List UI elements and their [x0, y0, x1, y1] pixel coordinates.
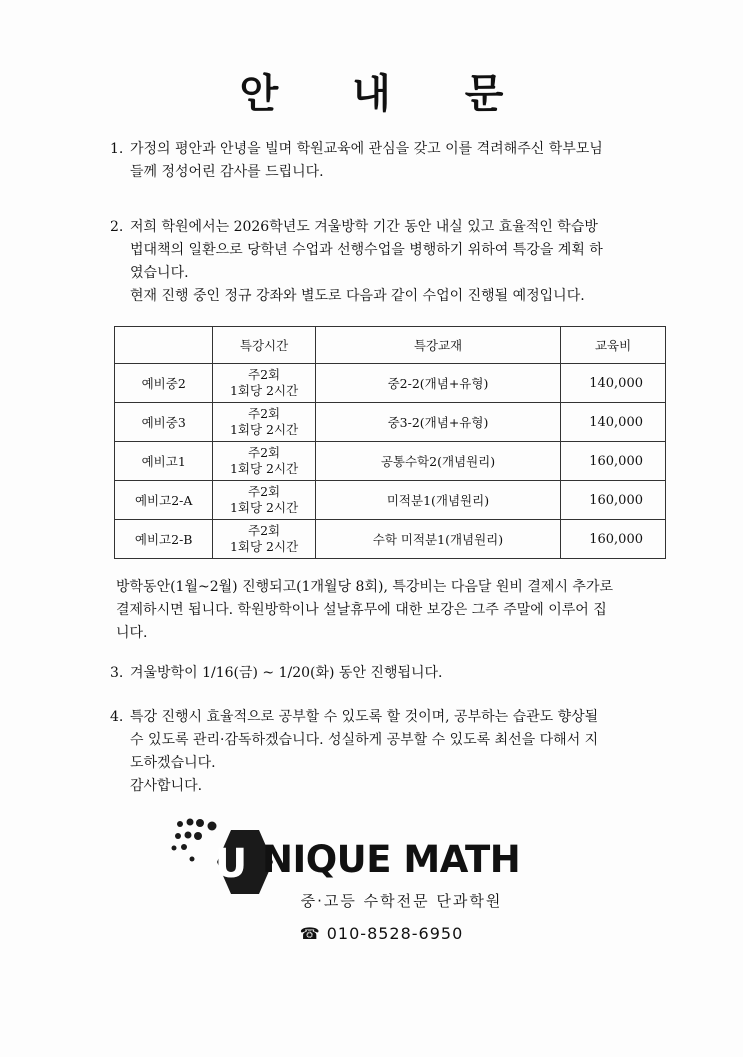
schedule-note	[116, 576, 656, 645]
academy-subtitle: 중·고등 수학전문 단과학원	[300, 892, 503, 910]
section-number: 2.	[110, 219, 124, 235]
grade-cell: 예비고1	[115, 442, 213, 481]
section-2-line: 저희 학원에서는 2026학년도 겨울방학 기간 동안 내실 있고 효율적인 학습방	[130, 219, 598, 235]
time-cell	[213, 442, 315, 481]
fee-cell: 160,000	[561, 481, 666, 520]
book-cell: 미적분1(개념원리)	[315, 481, 560, 520]
table-header-cell: 특강시간	[213, 327, 315, 364]
section-4-line: 수 있도록 관리·감독하겠습니다. 성실하게 공부할 수 있도록 최선을 다해서 지	[130, 732, 599, 748]
note-line: 니다.	[116, 625, 148, 641]
time-cell	[213, 364, 315, 403]
table-row	[115, 442, 666, 481]
time-duration: 1회당 2시간	[229, 461, 299, 476]
time-cell	[213, 520, 315, 559]
section-4	[110, 706, 670, 798]
note-line: 방학동안(1월~2월) 진행되고(1개월당 8회), 특강비는 다음달 원비 결제시 추가로	[116, 579, 614, 595]
fee-cell: 160,000	[561, 442, 666, 481]
grade-cell: 예비중3	[115, 403, 213, 442]
book-cell: 수학 미적분1(개념원리)	[315, 520, 560, 559]
time-frequency: 주2회	[248, 406, 281, 421]
section-2-line: 현재 진행 중인 정규 강좌와 별도로 다음과 같이 수업이 진행될 예정입니다.	[130, 288, 585, 304]
grade-cell: 예비고2-B	[115, 520, 213, 559]
section-1-line: 가정의 평안과 안녕을 빌며 학원교육에 관심을 갖고 이를 격려해주신 학부모님	[130, 141, 603, 157]
time-duration: 1회당 2시간	[229, 539, 299, 554]
time-duration: 1회당 2시간	[229, 422, 299, 437]
section-3-line: 겨울방학이 1/16(금) ~ 1/20(화) 동안 진행됩니다.	[130, 665, 443, 681]
book-cell: 공통수학2(개념원리)	[315, 442, 560, 481]
time-frequency: 주2회	[248, 445, 281, 460]
time-duration: 1회당 2시간	[229, 383, 299, 398]
table-row	[115, 520, 666, 559]
table-header-cell: 교육비	[561, 327, 666, 364]
section-3	[110, 662, 670, 685]
table-row	[115, 364, 666, 403]
phone-line	[0, 924, 743, 943]
book-cell: 중2-2(개념+유형)	[315, 364, 560, 403]
time-duration: 1회당 2시간	[229, 500, 299, 515]
section-4-line: 특강 진행시 효율적으로 공부할 수 있도록 할 것이며, 공부하는 습관도 향상될	[130, 709, 599, 725]
fee-cell: 140,000	[561, 403, 666, 442]
grade-cell: 예비고2-A	[115, 481, 213, 520]
section-2-line: 법대책의 일환으로 당학년 수업과 선행수업을 병행하기 위하여 특강을 계획 하	[130, 242, 603, 258]
time-cell	[213, 481, 315, 520]
grade-cell: 예비중2	[115, 364, 213, 403]
note-line: 결제하시면 됩니다. 학원방학이나 설날휴무에 대한 보강은 그주 주말에 이루어 집	[116, 602, 607, 618]
phone-number: 010-8528-6950	[326, 924, 464, 943]
book-cell: 중3-2(개념+유형)	[315, 403, 560, 442]
table-header-cell: 특강교재	[315, 327, 560, 364]
section-2	[110, 216, 670, 308]
logo-u-letter: U	[214, 841, 248, 887]
section-number: 3.	[110, 665, 124, 681]
page-title: 안 내 문	[239, 70, 534, 117]
fee-cell: 160,000	[561, 520, 666, 559]
table-row	[115, 481, 666, 520]
section-1	[110, 138, 670, 184]
telephone-icon: ☎	[299, 924, 321, 943]
table-header-cell	[115, 327, 213, 364]
section-4-line: 감사합니다.	[130, 778, 203, 794]
section-1-line: 들께 정성어린 감사를 드립니다.	[130, 164, 324, 180]
time-frequency: 주2회	[248, 523, 281, 538]
table-row	[115, 403, 666, 442]
logo-text: NIQUE MATH	[262, 838, 521, 881]
time-cell	[213, 403, 315, 442]
section-2-line: 였습니다.	[130, 265, 189, 281]
table-header-row	[115, 327, 666, 364]
time-frequency: 주2회	[248, 484, 281, 499]
fee-table	[114, 326, 666, 559]
section-number: 4.	[110, 709, 124, 725]
time-frequency: 주2회	[248, 367, 281, 382]
section-number: 1.	[110, 141, 124, 157]
section-4-line: 도하겠습니다.	[130, 755, 216, 771]
fee-cell: 140,000	[561, 364, 666, 403]
